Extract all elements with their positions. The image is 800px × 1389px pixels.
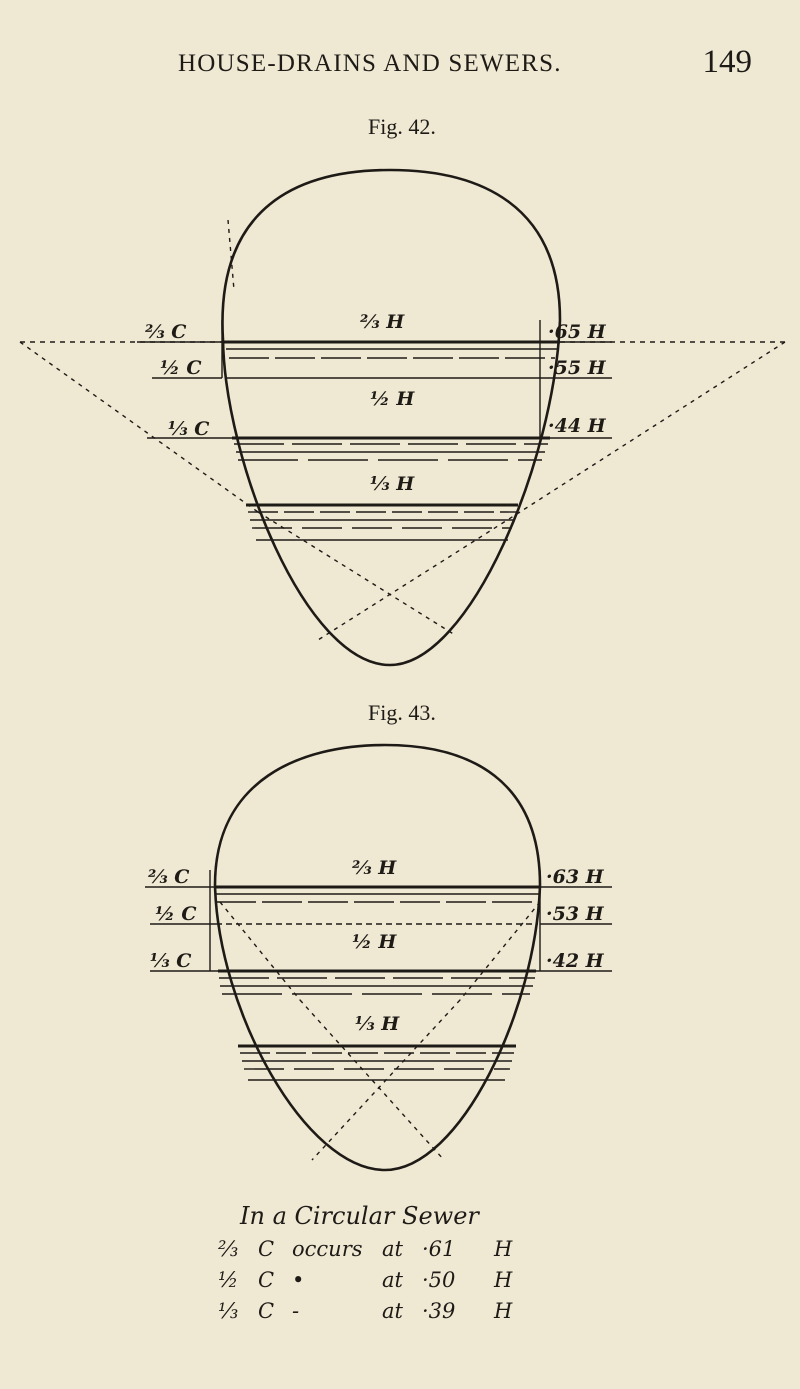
fig43-label-two-thirds-h: ⅔ H	[352, 857, 397, 879]
figure-42-caption: Fig. 42.	[368, 114, 436, 139]
fig42-label-55h: ·55 H	[548, 357, 606, 379]
fig42-label-65h: ·65 H	[548, 321, 606, 343]
note-at: at	[382, 1237, 403, 1261]
fig43-label-one-third-h: ⅓ H	[355, 1013, 400, 1035]
note-verb: -	[292, 1299, 300, 1323]
fig42-label-two-thirds-h: ⅔ H	[360, 311, 405, 333]
note-value: ·39	[422, 1299, 456, 1323]
note-fraction: ⅓	[218, 1299, 239, 1323]
figure-43-caption: Fig. 43.	[368, 700, 436, 725]
note-fraction: ⅔	[218, 1237, 239, 1261]
note-row	[218, 1234, 578, 1265]
egg-sewer-outline	[215, 745, 540, 1170]
egg-sewer-outline	[222, 170, 560, 665]
note-value: ·50	[422, 1268, 456, 1292]
figure-43-egg-sewer-diagram	[0, 740, 800, 1180]
fig43-label-half-h: ½ H	[352, 931, 397, 953]
fig42-label-half-c: ½ C	[160, 357, 202, 379]
fig43-label-two-thirds-c: ⅔ C	[148, 866, 190, 888]
note-row	[218, 1296, 578, 1327]
fig42-label-two-thirds-c: ⅔ C	[145, 321, 187, 343]
note-c: C	[258, 1268, 275, 1292]
note-verb: occurs	[292, 1237, 363, 1261]
fig42-label-one-third-h: ⅓ H	[370, 473, 415, 495]
note-verb: •	[292, 1268, 305, 1292]
fig43-label-half-c: ½ C	[155, 903, 197, 925]
note-h: H	[494, 1268, 513, 1292]
note-h: H	[494, 1237, 513, 1261]
fig43-label-53h: ·53 H	[546, 903, 604, 925]
fig42-label-44h: ·44 H	[548, 415, 606, 437]
note-at: at	[382, 1268, 403, 1292]
note-h: H	[494, 1299, 513, 1323]
note-fraction: ½	[218, 1268, 239, 1292]
note-title: In a Circular Sewer	[240, 1202, 479, 1230]
note-row	[218, 1265, 578, 1296]
fig43-label-63h: ·63 H	[546, 866, 604, 888]
note-value: ·61	[422, 1237, 456, 1261]
fig42-label-half-h: ½ H	[370, 388, 415, 410]
note-c: C	[258, 1299, 275, 1323]
circular-sewer-note	[218, 1202, 578, 1327]
running-title: HOUSE-DRAINS AND SEWERS.	[178, 50, 562, 77]
fig43-label-one-third-c: ⅓ C	[150, 950, 192, 972]
fig42-label-one-third-c: ⅓ C	[168, 418, 210, 440]
note-at: at	[382, 1299, 403, 1323]
note-c: C	[258, 1237, 275, 1261]
fig43-label-42h: ·42 H	[546, 950, 604, 972]
page-number: 149	[702, 44, 752, 80]
page-header	[170, 44, 752, 88]
figure-42-egg-sewer-diagram	[0, 160, 800, 680]
